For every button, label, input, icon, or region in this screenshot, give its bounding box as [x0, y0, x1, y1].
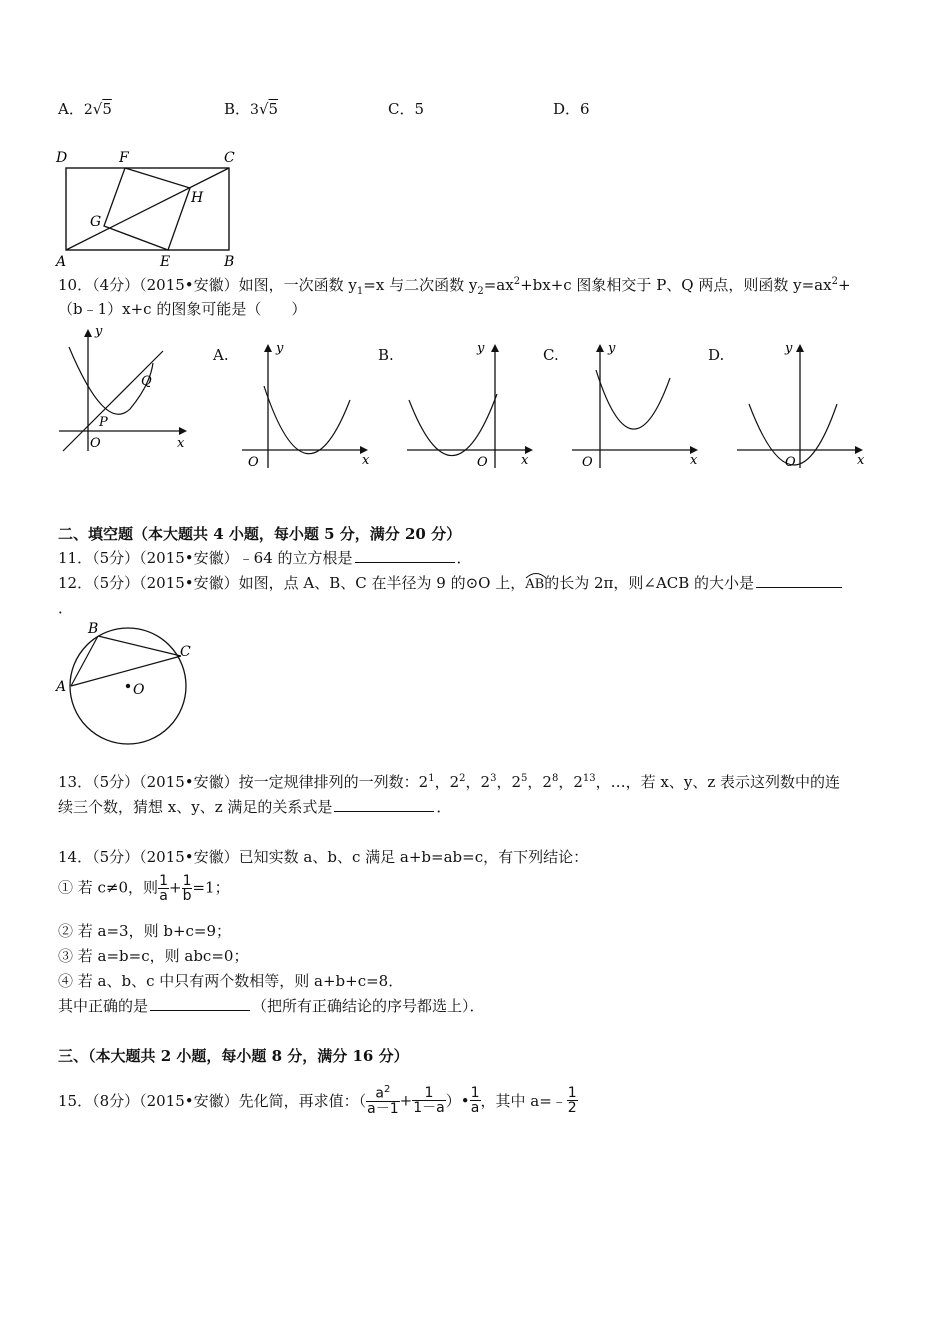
svg-text:x: x: [362, 453, 370, 468]
q13-line1: 13．（5分）（2015•安徽）按一定规律排列的一列数：$2^1$，$2^2$，$2^3$，$2^5$，$2^8$，$2^{13}$，…，若 x、y、z 表示这列数中的连: [58, 773, 840, 791]
q12-line1: 12．（5分）（2015•安徽）如图，点 A、B、C 在半径为 9 的⊙O 上， AB的长为 2π，则∠ACB 的大小是: [58, 572, 844, 593]
section-2-title: 二、填空题（本大题共 4 小题，每小题 5 分，满分 20 分）: [58, 525, 462, 543]
svg-text:y: y: [276, 341, 284, 356]
q12-circle-figure: [52, 618, 202, 748]
q14-conclusion-3: ③ 若 a=b=c，则 abc=0；: [58, 947, 249, 965]
q9-rectangle-figure: [52, 146, 252, 268]
svg-text:x: x: [177, 436, 185, 451]
svg-text:P: P: [99, 415, 108, 430]
q9-option-b: B．3√5: [224, 100, 279, 118]
svg-text:O: O: [582, 455, 593, 470]
section-3-title: 三、（本大题共 2 小题，每小题 8 分，满分 16 分）: [58, 1047, 409, 1065]
svg-text:y: y: [477, 341, 485, 356]
q14-stem: 14．（5分）（2015•安徽）已知实数 a、b、c 满足 a+b=ab=c，有下列结论：: [58, 848, 589, 866]
q13-line2: 续三个数，猜想 x、y、z 满足的关系式是 ．: [58, 798, 452, 816]
q9-option-d: D．6: [553, 100, 590, 118]
q9-option-a: A．2√5: [58, 100, 112, 118]
q10-option-b-label: B.: [378, 346, 394, 364]
q14-conclusion-1: ① 若 c≠0，则 $\frac{1}{a}$ + $\frac{1}{b}$ =1；: [58, 873, 230, 904]
svg-text:O: O: [477, 455, 488, 470]
q9-option-c: C．5: [388, 100, 425, 118]
q10-option-d-label: D.: [708, 346, 725, 364]
svg-text:y: y: [785, 341, 793, 356]
svg-text:x: x: [857, 453, 865, 468]
svg-text:O: O: [785, 455, 796, 470]
q14-conclusion-2: ② 若 a=3，则 b+c=9；: [58, 922, 232, 940]
svg-text:B: B: [88, 621, 99, 637]
q14-answer-line: 其中正确的是 （把所有正确结论的序号都选上）．: [58, 997, 485, 1015]
q12-line2: ．: [58, 599, 74, 617]
svg-text:O: O: [90, 436, 101, 451]
q10-stem-line2: （b﹣1）x+c 的图象可能是（ ）: [58, 300, 307, 318]
svg-text:Q: Q: [141, 374, 152, 389]
label-b: B: [224, 254, 235, 268]
label-c: C: [224, 150, 235, 166]
svg-text:x: x: [690, 453, 698, 468]
q10-option-d-graph: [733, 340, 873, 470]
svg-text:A: A: [56, 679, 67, 695]
svg-text:y: y: [608, 341, 616, 356]
label-h: H: [191, 190, 204, 206]
svg-text:x: x: [521, 453, 529, 468]
q10-option-b-graph: [403, 340, 543, 470]
q10-stem-line1: 10．（4分）（2015•安徽）如图，一次函数 $y_1=x$ 与二次函数 $y_2=ax^2+bx+c$ 图象相交于 P、Q 两点，则函数 $y=ax^2+$: [58, 276, 851, 297]
q10-option-a-label: A.: [213, 346, 229, 364]
label-e: E: [160, 254, 171, 268]
label-a: A: [56, 254, 67, 268]
svg-text:O: O: [133, 682, 145, 698]
q10-option-a-graph: [238, 340, 378, 470]
svg-text:y: y: [95, 324, 103, 339]
label-d: D: [56, 150, 68, 166]
label-f: F: [119, 150, 129, 166]
q10-option-c-graph: [568, 340, 708, 470]
q15: 15．（8分）（2015•安徽）先化简，再求值：（ $\frac{a^2}{a-1}$ + $\frac{1}{1-a}$ ）• $\frac{1}{a}$ ，其中 a=﹣ $\frac{1}{2}$: [58, 1084, 577, 1117]
q11: 11．（5分）（2015•安徽）﹣64 的立方根是 ．: [58, 549, 472, 567]
q10-option-c-label: C.: [543, 346, 559, 364]
q14-conclusion-4: ④ 若 a、b、c 中只有两个数相等，则 a+b+c=8．: [58, 972, 404, 990]
label-g: G: [90, 214, 102, 230]
svg-text:C: C: [180, 644, 191, 660]
svg-text:O: O: [248, 455, 259, 470]
q10-main-graph: [55, 323, 195, 453]
